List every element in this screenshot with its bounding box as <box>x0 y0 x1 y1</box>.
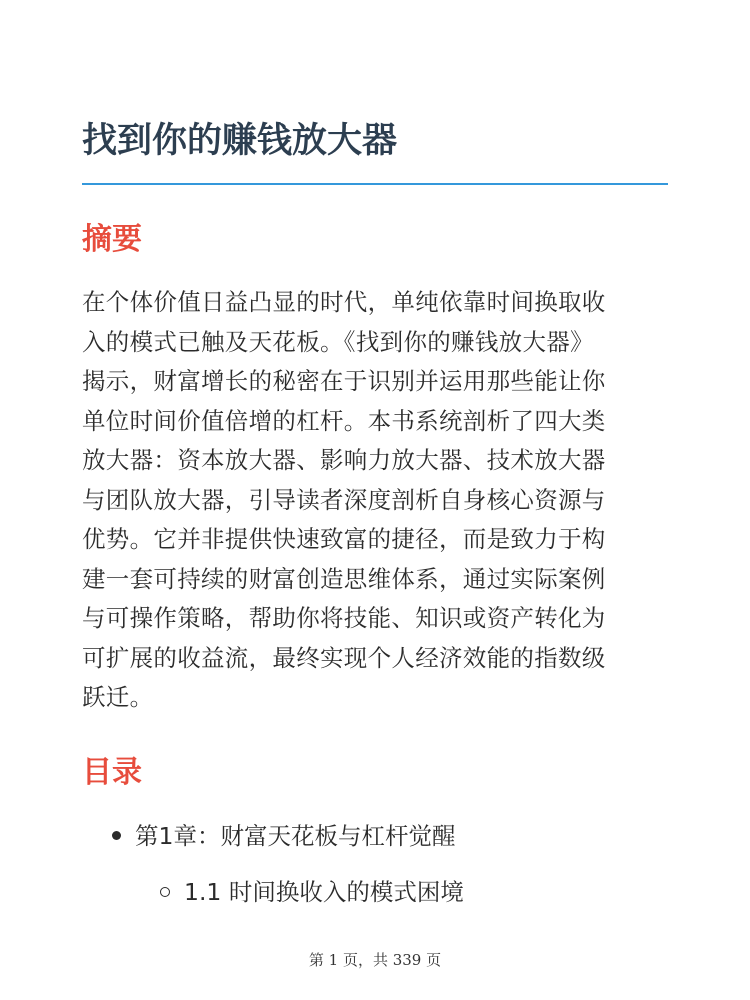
abstract-line: 在个体价值日益凸显的时代，单纯依靠时间换取收 <box>82 288 606 316</box>
abstract-line: 单位时间价值倍增的杠杆。本书系统剖析了四大类 <box>82 406 606 435</box>
abstract-line: 与可操作策略，帮助你将技能、知识或资产转化为 <box>82 604 606 632</box>
abstract-line: 与团队放大器，引导读者深度剖析自身核心资源与 <box>82 485 606 514</box>
toc-item-section-1-1[interactable] <box>160 874 464 910</box>
abstract-line: 优势。它并非提供快速致富的捷径，而是致力于构 <box>82 525 606 553</box>
toc-item-label: 第1章：财富天花板与杠杆觉醒 <box>135 822 456 850</box>
abstract-line: 揭示，财富增长的秘密在于识别并运用那些能让你 <box>82 367 606 395</box>
bullet-circle-icon <box>160 887 170 897</box>
abstract-line: 可扩展的收益流，最终实现个人经济效能的指数级 <box>82 643 606 672</box>
toc-heading: 目录 <box>82 755 142 790</box>
abstract-heading: 摘要 <box>82 222 142 257</box>
abstract-line: 入的模式已触及天花板。《找到你的赚钱放大器》 <box>82 327 594 356</box>
document-title: 找到你的赚钱放大器 <box>82 121 398 161</box>
abstract-line: 跃迁。 <box>82 683 154 711</box>
toc-item-chapter-1[interactable] <box>112 818 455 854</box>
abstract-line: 建一套可持续的财富创造思维体系，通过实际案例 <box>82 564 606 593</box>
abstract-paragraph <box>82 283 672 718</box>
bullet-disc-icon <box>112 831 121 840</box>
abstract-line: 放大器：资本放大器、影响力放大器、技术放大器 <box>82 446 606 474</box>
toc-item-label: 1.1 时间换收入的模式困境 <box>184 878 464 906</box>
title-divider <box>82 183 668 185</box>
page-footer: 第 1 页，共 339 页 <box>308 951 442 969</box>
